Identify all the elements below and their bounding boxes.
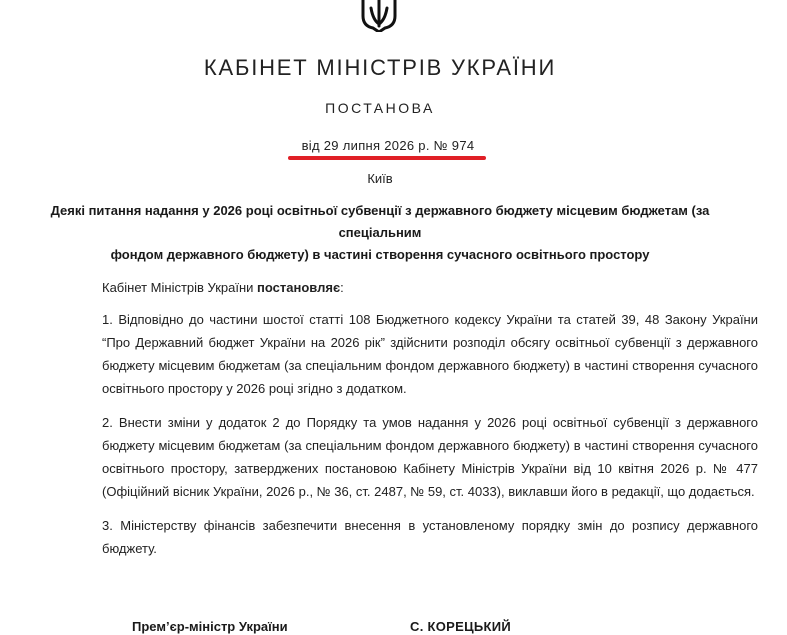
clause-2: 2. Внести зміни у додаток 2 до Порядку та умов надання у 2026 році освітньої субвенції з державного бюджету місцевим бюджетам (за спеціальним фондом державного бюджету) в частині створення сучасного освітнього простору, затверджених постановою Кабінету Міністрів України від 10 квітня 2026 р. № 477 (Офіційний вісник України, 2026 р., № 36, ст. 2487, № 59, ст. 4033), виклавши його в редакції, що додається. <box>102 415 758 499</box>
resolution-heading <box>20 200 740 266</box>
clause-3: 3. Міністерству фінансів забезпечити внесення в установленому порядку змін до розпису державного бюджету. <box>102 518 758 556</box>
resolution-body <box>102 276 758 571</box>
document-type: ПОСТАНОВА <box>325 100 435 116</box>
cabinet-title: КАБІНЕТ МІНІСТРІВ УКРАЇНИ <box>203 55 557 80</box>
intro-suffix: : <box>340 280 344 295</box>
signatory-name: С. КОРЕЦЬКИЙ <box>410 619 512 634</box>
date-and-number: від 29 липня 2026 р. № 974 <box>301 138 475 153</box>
city-name: Київ <box>367 171 393 186</box>
intro-decision-word: постановляє <box>257 280 341 295</box>
trident-emblem-icon <box>355 0 403 32</box>
heading-line-2: фондом державного бюджету) в частині створення сучасного освітнього простору <box>110 247 650 262</box>
highlight-underline <box>288 156 486 160</box>
heading-line-1: Деякі питання надання у 2026 році освітньої субвенції з державного бюджету місцевим бюджетам (за спеціальним <box>50 203 710 240</box>
clause-1: 1. Відповідно до частини шостої статті 108 Бюджетного кодексу України та статей 39, 48 Закону України “Про Державний бюджет України на 2026 рік” здійснити розподіл обсягу освітньої субвенції з державного бюджету місцевим бюджетам (за спеціальним фондом державного бюджету) в частині створення сучасного освітнього простору у 2026 році згідно з додатком. <box>102 312 758 396</box>
signatory-role: Прем’єр-міністр України <box>132 619 288 634</box>
intro-paragraph <box>102 276 758 299</box>
intro-prefix: Кабінет Міністрів України <box>102 280 258 295</box>
